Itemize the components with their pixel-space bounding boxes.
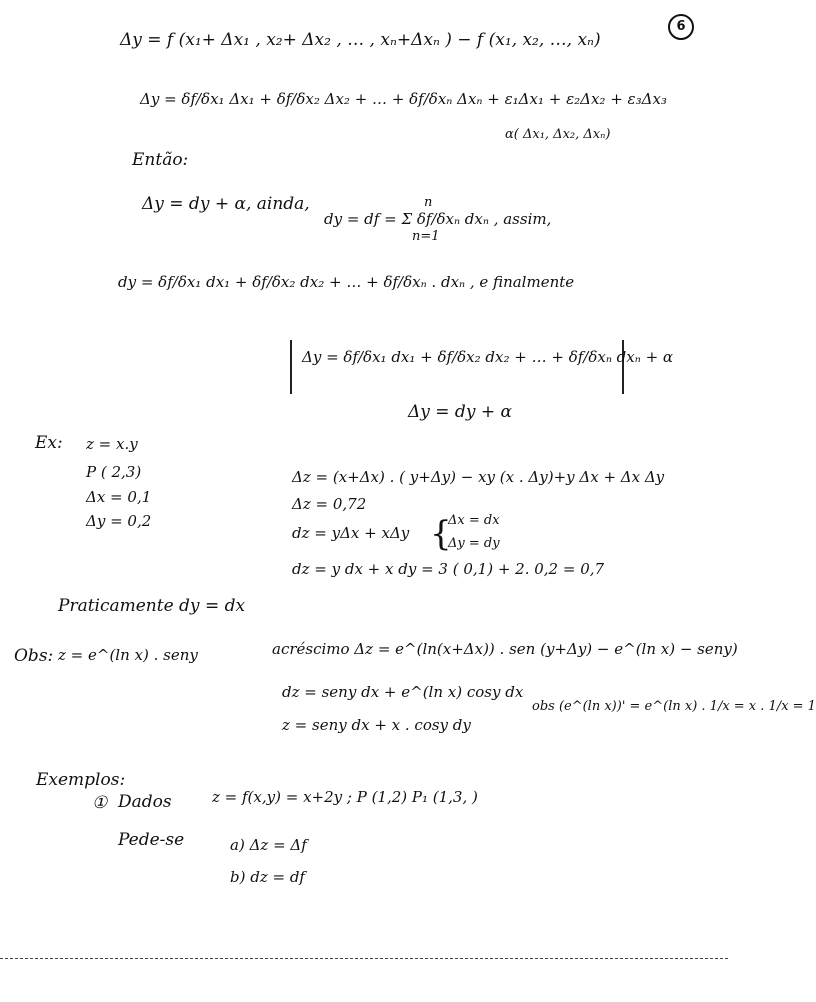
obs-z-result: z = seny dx + x . cosy dy bbox=[282, 716, 471, 734]
obs-acrescimo: acréscimo Δz = e^(ln(x+Δx)) . sen (y+Δy) − e^(ln x) − seny) bbox=[272, 640, 738, 658]
label-pede-se: Pede-se bbox=[118, 830, 185, 850]
ex-delta-z-value: Δz = 0,72 bbox=[292, 495, 367, 513]
bottom-divider bbox=[0, 958, 728, 959]
label-obs: Obs: bbox=[14, 646, 54, 666]
item-b: b) dz = df bbox=[230, 868, 305, 886]
dados-equation: z = f(x,y) = x+2y ; P (1,2) P₁ (1,3, ) bbox=[212, 788, 478, 806]
eq-delta-y-expansion: Δy = δf/δx₁ Δx₁ + δf/δx₂ Δx₂ + … + δf/δxₙ Δxₙ + ε₁Δx₁ + ε₂Δx₂ + ε₃Δx₃ bbox=[140, 90, 667, 108]
item-a: a) Δz = Δf bbox=[230, 836, 307, 854]
eq-alpha-underbrace: α( Δx₁, Δx₂, Δxₙ) bbox=[505, 127, 611, 142]
eq-boxed-delta-y: Δy = δf/δx₁ dx₁ + δf/δx₂ dx₂ + … + δf/δxₙ dxₙ + α bbox=[302, 348, 674, 366]
ex-dx-equal: Δx = dx bbox=[448, 513, 500, 528]
eq-delta-y-definition: Δy = f (x₁+ Δx₁ , x₂+ Δx₂ , … , xₙ+Δxₙ ) − f (x₁, x₂, …, xₙ) bbox=[120, 30, 601, 50]
example-number: ① bbox=[92, 793, 108, 813]
eq-delta-y-final: Δy = dy + α bbox=[408, 402, 512, 422]
eq-dy-expanded: dy = δf/δx₁ dx₁ + δf/δx₂ dx₂ + … + δf/δxₙ . dxₙ , e finalmente bbox=[118, 273, 575, 291]
ex-delta-z: Δz = (x+Δx) . ( y+Δy) − xy (x . Δy)+y Δx + Δx Δy bbox=[292, 468, 665, 486]
obs-dz: dz = seny dx + e^(ln x) cosy dx bbox=[282, 683, 524, 701]
ex-dy-equal: Δy = dy bbox=[448, 536, 500, 551]
ex-z-def: z = x.y bbox=[86, 435, 138, 453]
label-exemplos: Exemplos: bbox=[36, 770, 126, 790]
eq-sum-sub: n=1 bbox=[412, 229, 440, 244]
page-number: 6 bbox=[668, 14, 694, 40]
label-ex: Ex: bbox=[35, 433, 63, 453]
obs-z-def: z = e^(ln x) . seny bbox=[58, 646, 198, 664]
obs-derivative-note: obs (e^(ln x))' = e^(ln x) . 1/x = x . 1/x = 1 bbox=[532, 699, 816, 714]
ex-delta-y: Δy = 0,2 bbox=[86, 512, 152, 530]
eq-dy-sum: dy = df = Σ δf/δxₙ dxₙ , assim, bbox=[324, 210, 552, 228]
ex-delta-x: Δx = 0,1 bbox=[86, 488, 152, 506]
label-entao: Então: bbox=[132, 150, 189, 170]
eq-sum-sup: n bbox=[424, 195, 433, 210]
ex-dz: dz = yΔx + xΔy bbox=[292, 524, 410, 542]
label-praticamente: Praticamente dy = dx bbox=[58, 596, 246, 616]
ex-dz-value: dz = y dx + x dy = 3 ( 0,1) + 2. 0,2 = 0,7 bbox=[292, 560, 605, 578]
label-dados: Dados bbox=[118, 792, 172, 812]
ex-point: P ( 2,3) bbox=[86, 463, 142, 481]
eq-delta-y-alpha: Δy = dy + α, ainda, bbox=[142, 194, 310, 214]
curly-brace: { bbox=[430, 514, 452, 554]
